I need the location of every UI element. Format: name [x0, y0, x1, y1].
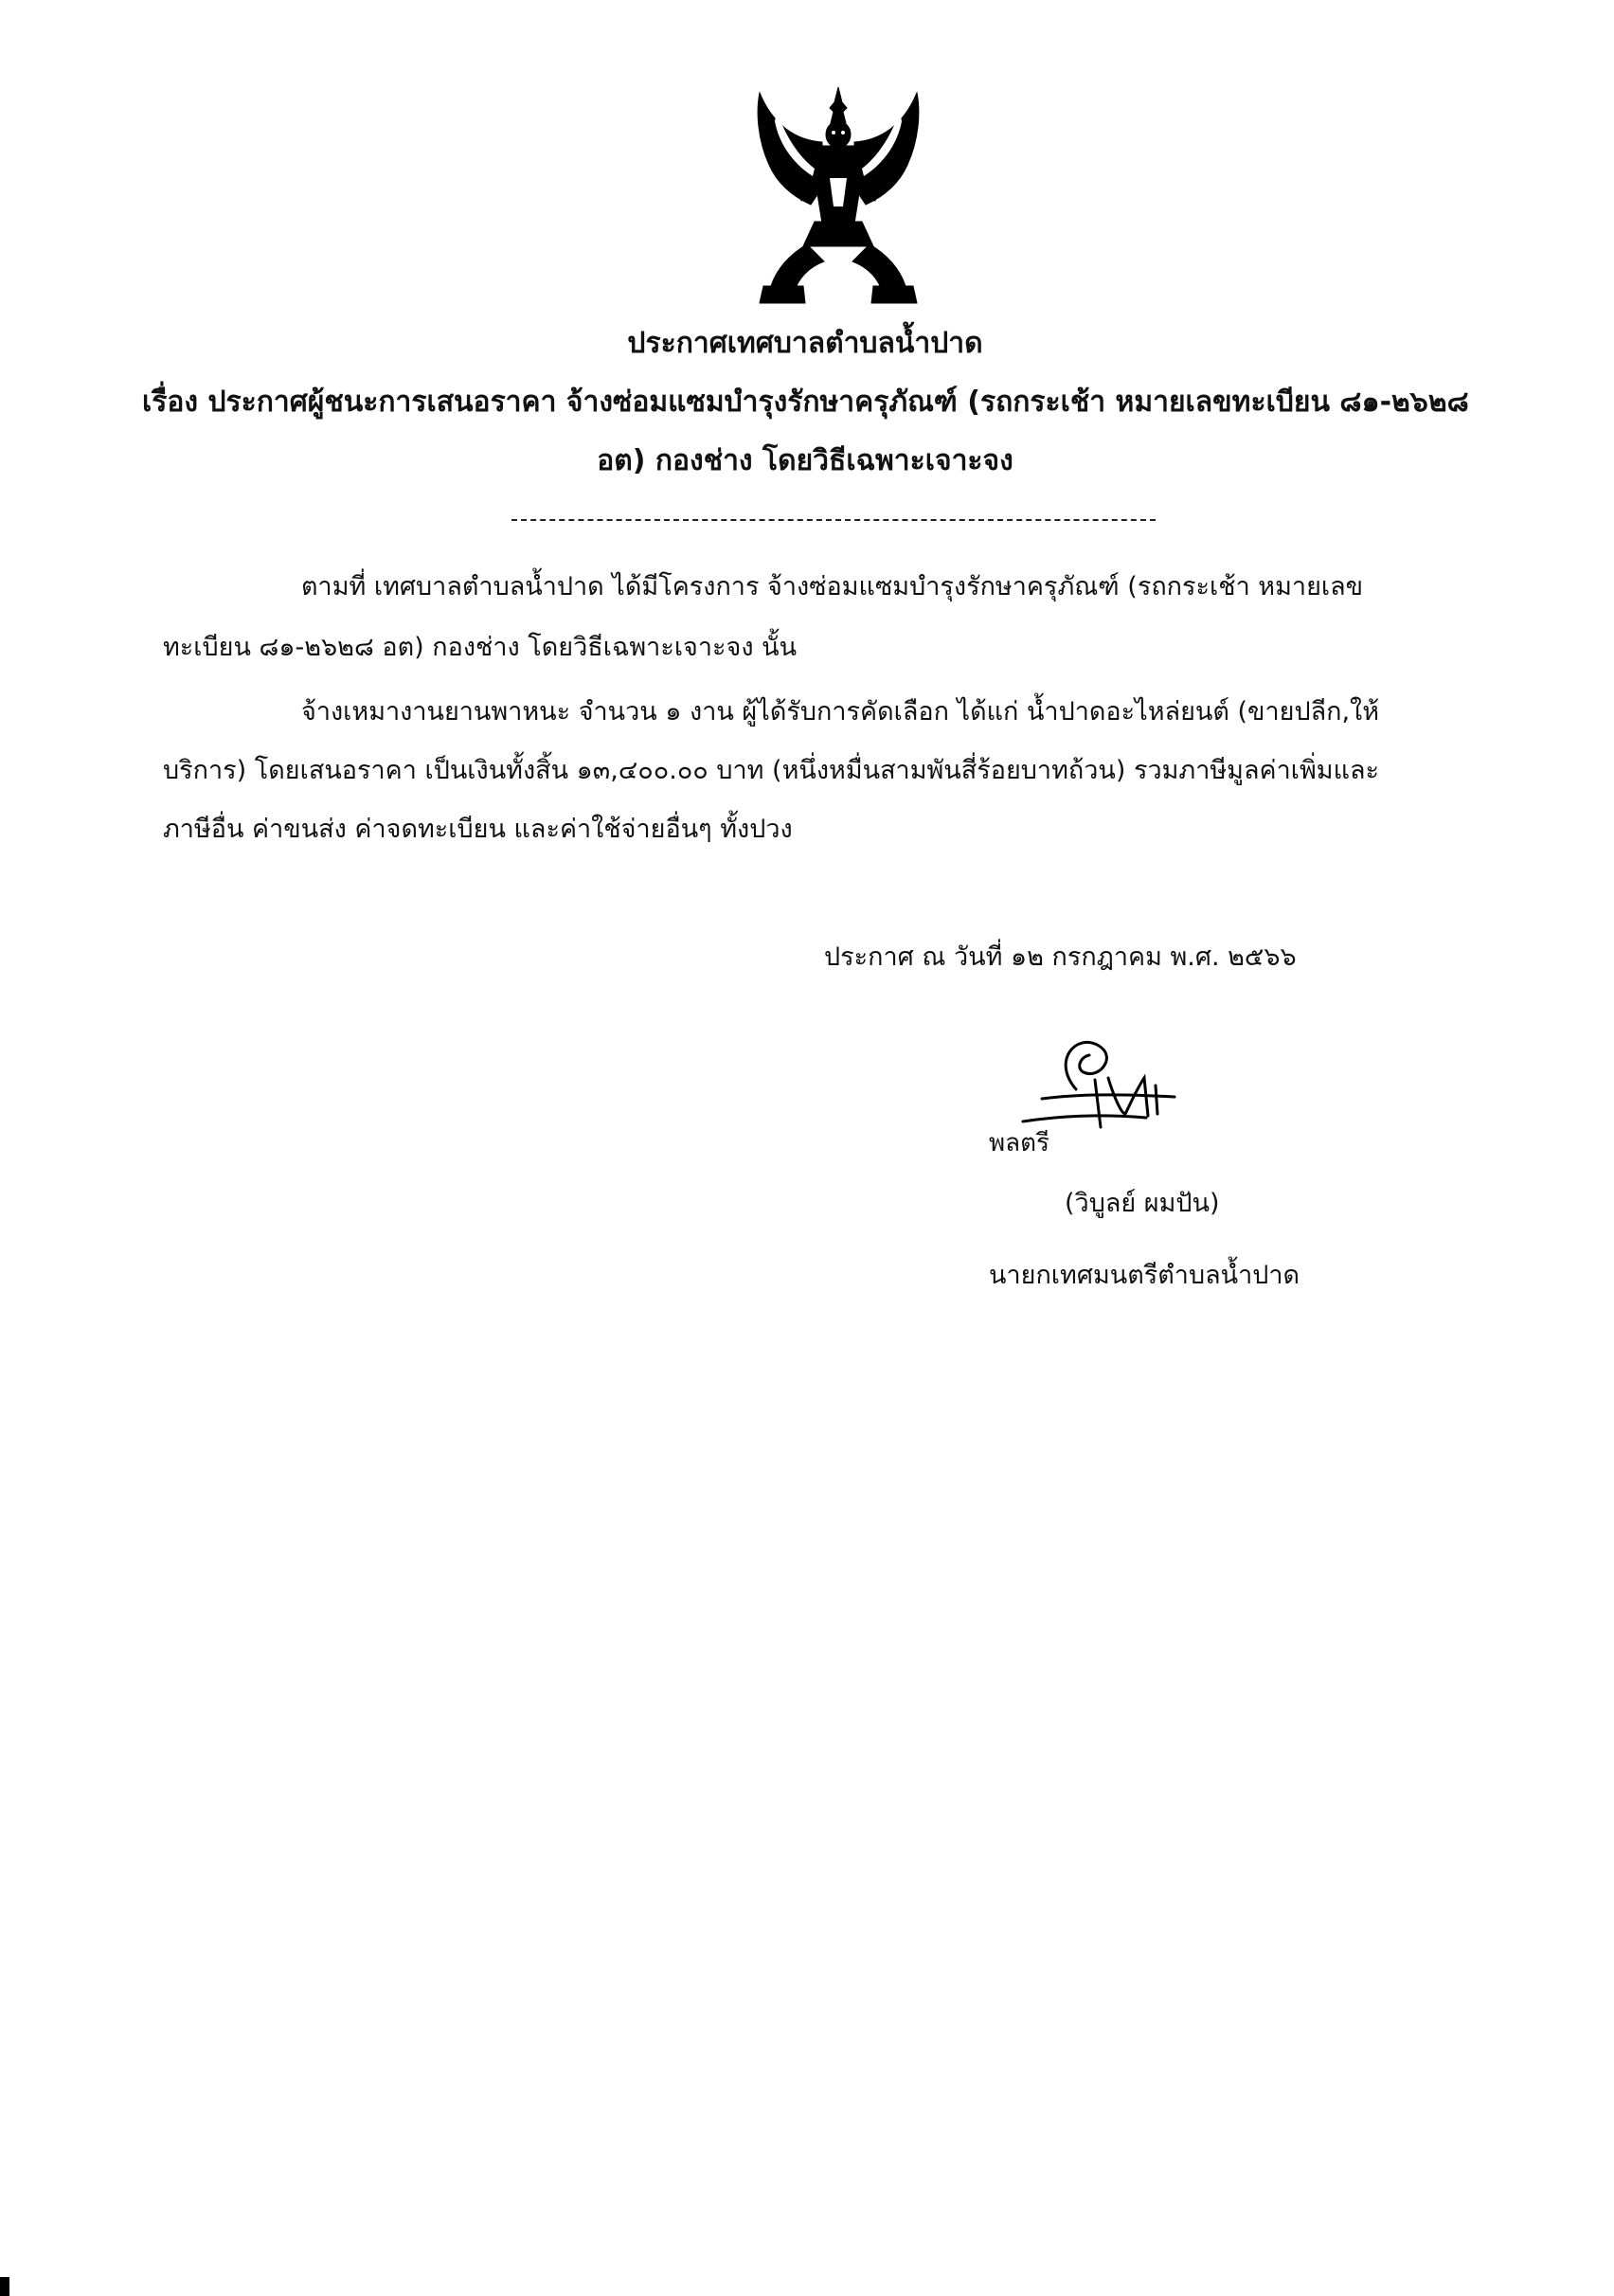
garuda-emblem-icon [748, 83, 928, 311]
paragraph-2-line-2: บริการ) โดยเสนอราคา เป็นเงินทั้งสิ้น ๑๓,๔๐๐.๐๐ บาท (หนึ่งหมื่นสามพันสี่ร้อยบาทถ้วน) รวมภาษีมูลค่าเพิ่มและ [163, 756, 1380, 785]
signatory-position: นายกเทศมนตรีตำบลน้ำปาด [989, 1261, 1300, 1290]
signatory-rank: พลตรี [989, 1129, 1049, 1157]
paragraph-2-line-1: จ้างเหมางานยานพาหนะ จำนวน ๑ งาน ผู้ได้รับการคัดเลือก ได้แก่ น้ำปาดอะไหล่ยนต์ (ขายปลีก,ให้ [301, 697, 1380, 726]
signatory-name: (วิบูลย์ ผมปัน) [1065, 1189, 1220, 1218]
subject-line-1: เรื่อง ประกาศผู้ชนะการเสนอราคา จ้างซ่อมแซมบำรุงรักษาครุภัณฑ์ (รถกระเช้า หมายเลขทะเบียน ๘๑-๒๖๒๘ [142, 386, 1469, 419]
paragraph-1-line-1: ตามที่ เทศบาลตำบลน้ำปาด ได้มีโครงการ จ้างซ่อมแซมบำรุงรักษาครุภัณฑ์ (รถกระเช้า หมายเลข [301, 572, 1364, 601]
document-title: ประกาศเทศบาลตำบลน้ำปาด [627, 327, 983, 360]
paragraph-2-line-3: ภาษีอื่น ค่าขนส่ง ค่าจดทะเบียน และค่าใช้จ่ายอื่นๆ ทั้งปวง [163, 815, 793, 844]
scan-edge-mark [0, 2277, 9, 2296]
signature-image [985, 1023, 1193, 1137]
separator-line [511, 519, 1156, 521]
subject-line-2: อต) กองช่าง โดยวิธีเฉพาะเจาะจง [597, 444, 1013, 477]
announcement-date: ประกาศ ณ วันที่ ๑๒ กรกฎาคม พ.ศ. ๒๕๖๖ [824, 942, 1297, 972]
paragraph-1-line-2: ทะเบียน ๘๑-๒๖๒๘ อต) กองช่าง โดยวิธีเฉพาะเจาะจง นั้น [163, 633, 798, 662]
